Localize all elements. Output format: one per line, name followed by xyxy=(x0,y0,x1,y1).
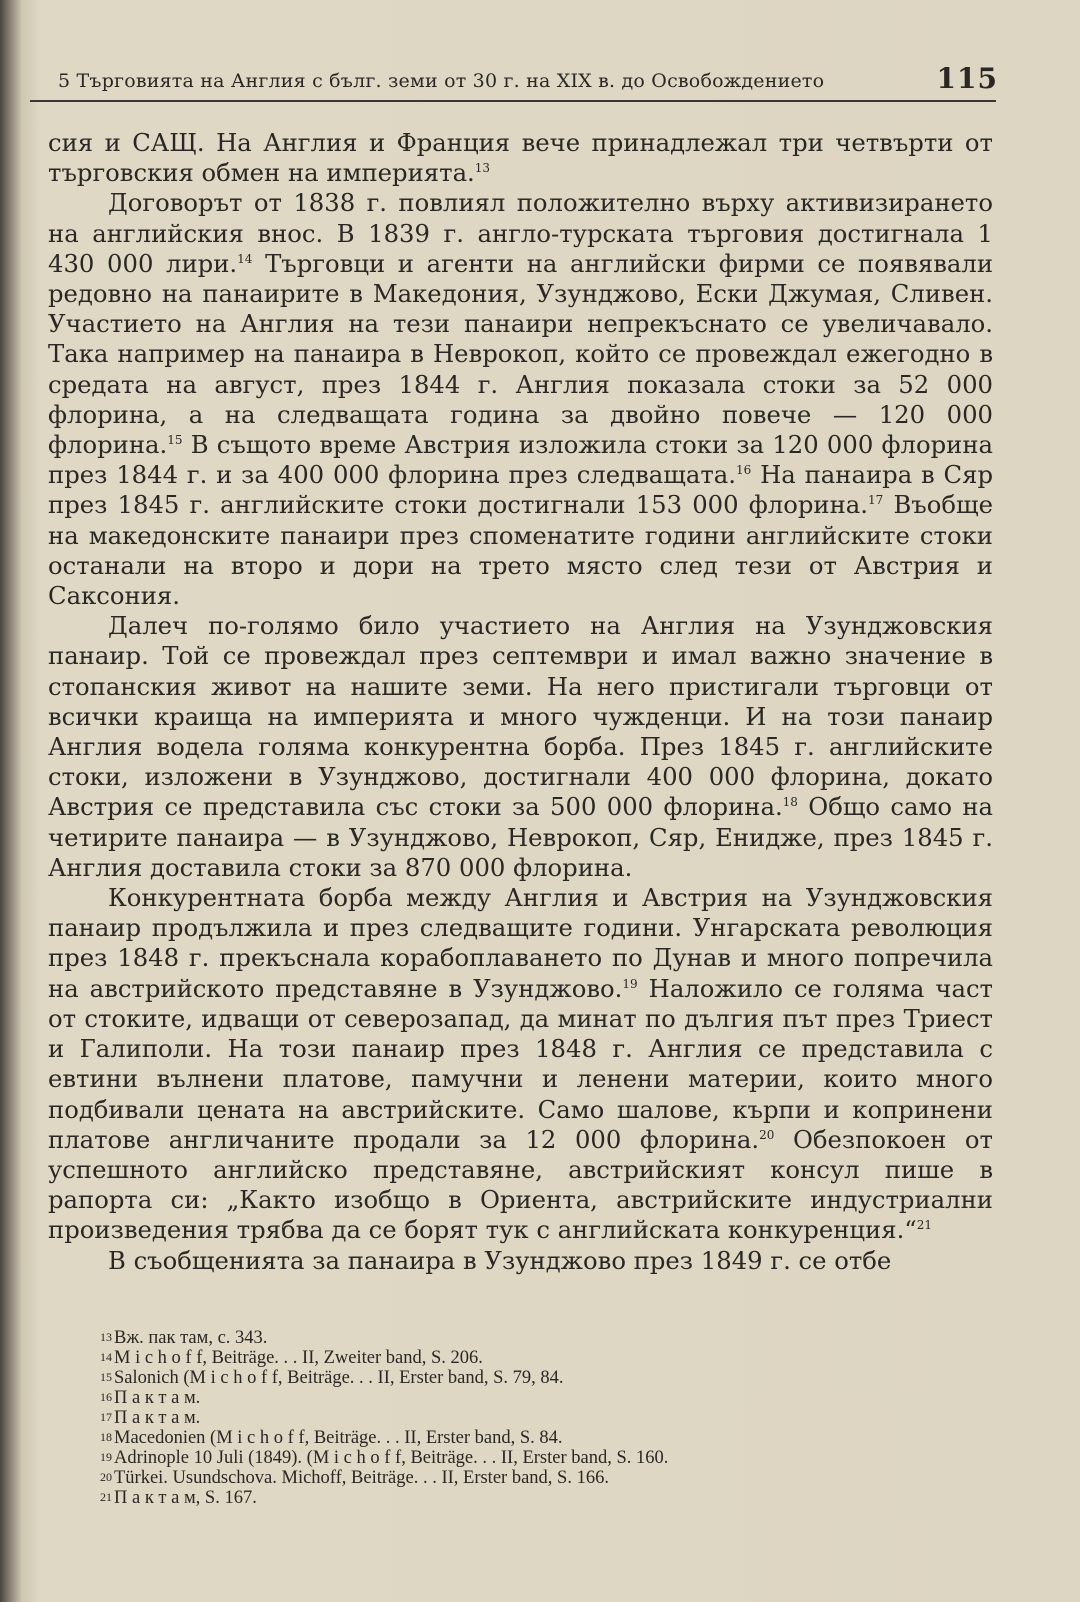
paragraph-text: Договорът от 1838 г. повлиял положително върху активизирането на английския внос. В 1839 г. англо-турската търговия достигнала 1 430 000 лири. xyxy=(48,188,993,278)
paragraph-text: На панаира в Сяр през 1845 г. английските стоки достигнали 153 000 флорина. xyxy=(48,460,994,520)
paragraph-text: Далеч по-голямо било участието на Англия на Узунджовския панаир. Той се провеждал през септември и имал важно значение в стопанския живот на нашите земи. На него пристигали търговци от всички краища на империята и много чужденци. И на този панаир Англия водела голяма конкурентна борба. През 1845 г. английските стоки, изложени в Узунджово, достигнали 400 000 флорина, докато Австрия се представила със стоки за 500 000 флорина. xyxy=(48,611,993,822)
footnote xyxy=(100,1488,980,1508)
page-number: 115 xyxy=(936,62,998,95)
footnote xyxy=(100,1468,980,1488)
footnote-reference: 17 xyxy=(868,493,884,508)
footnote-text: M i c h o f f, Beiträge. . . II, Zweiter band, S. 206. xyxy=(114,1348,483,1368)
body-paragraph xyxy=(48,883,993,1245)
footnote-number: 14 xyxy=(100,1350,112,1364)
footnote-number: 19 xyxy=(100,1450,112,1464)
footnote xyxy=(100,1348,980,1368)
footnote-reference: 14 xyxy=(237,251,253,266)
body-paragraph xyxy=(48,611,993,883)
footnote-number: 17 xyxy=(100,1410,112,1424)
footnote-reference: 18 xyxy=(782,795,798,810)
footnote-number: 16 xyxy=(100,1390,112,1404)
footnote-reference: 21 xyxy=(916,1218,933,1233)
footnote xyxy=(100,1428,980,1448)
paragraph-text: сия и САЩ. На Англия и Франция вече принадлежал три четвърти от търговския обмен на империята. xyxy=(48,128,993,188)
footnote-number: 18 xyxy=(100,1430,112,1444)
footnote-number: 21 xyxy=(100,1490,112,1504)
footnote xyxy=(100,1448,980,1468)
footnote-reference: 13 xyxy=(474,161,491,176)
footnote-number: 20 xyxy=(100,1470,112,1484)
footnote-reference: 20 xyxy=(759,1127,775,1142)
paragraph-text: Обезпокоен от успешното английско представяне, австрийският консул пише в рапорта си: „Както изобщо в Ориента, австрийските индустриални произведения трябва да се борят тук с английската конкуренция.“ xyxy=(48,1124,994,1245)
footnote xyxy=(100,1328,980,1348)
paragraph-text: Общо само на четирите панаира — в Узунджово, Неврокоп, Сяр, Енидже, през 1845 г. Англия доставила стоки за 870 000 флорина. xyxy=(48,792,993,882)
body-paragraph xyxy=(48,128,993,188)
paragraph-text: В съобщенията за панаира в Узунджово през 1849 г. се отбе xyxy=(108,1245,892,1275)
footnote xyxy=(100,1408,980,1428)
footnote-text: П а к т а м, S. 167. xyxy=(114,1488,257,1508)
running-header-title: 5 Търговията на Англия с бълг. земи от 30 г. на XIX в. до Освобождението xyxy=(58,70,825,92)
footnote-text: Вж. пак там, с. 343. xyxy=(114,1328,268,1348)
footnote-reference: 19 xyxy=(622,976,638,991)
header-rule xyxy=(30,100,996,102)
footnote-text: Macedonien (M i c h o f f, Beiträge. . . II, Erster band, S. 84. xyxy=(114,1428,563,1448)
paragraph-text: Въобще на македонските панаири през споменатите години английските стоки останали на второ и дори на трето място след тези от Австрия и Саксония. xyxy=(48,490,993,611)
footnote xyxy=(100,1388,980,1408)
footnote-text: П а к т а м. xyxy=(114,1388,201,1408)
footnote-text: Türkei. Usundschova. Michoff, Beiträge. . . II, Erster band, S. 166. xyxy=(114,1468,609,1488)
body-text xyxy=(48,128,993,1276)
body-paragraph xyxy=(48,1246,993,1276)
footnote-text: Adrinople 10 Juli (1849). (M i c h o f f, Beiträge. . . II, Erster band, S. 160. xyxy=(114,1448,669,1468)
footnote-text: П а к т а м. xyxy=(114,1408,201,1428)
paragraph-text: Конкурентната борба между Англия и Австрия на Узунджовския панаир продължила и през следващите години. Унгарската революция през 1848 г. прекъснала корабоплаването по Дунав и много попречила на австрийското представяне в Узунджово. xyxy=(48,883,993,1003)
paragraph-text: В същото време Австрия изложила стоки за 120 000 флорина през 1844 г. и за 400 000 флорина през следващата. xyxy=(48,430,993,490)
footnote-reference: 15 xyxy=(167,432,183,447)
footnote xyxy=(100,1368,980,1388)
footnotes xyxy=(100,1328,980,1508)
footnote-number: 15 xyxy=(100,1370,112,1384)
running-header xyxy=(58,62,998,102)
footnote-number: 13 xyxy=(100,1330,112,1344)
paragraph-text: Търговци и агенти на английски фирми се появявали редовно на панаирите в Македония, Узунджово, Ески Джумая, Сливен. Участието на Англия на тези панаири непрекъснато се увеличавало. Така например на панаира в Неврокоп, който се провеждал ежегодно в средата на август, през 1844 г. Англия показала стоки за 52 000 флорина, а на следващата година за двойно повече — 120 000 флорина. xyxy=(48,248,994,460)
body-paragraph xyxy=(48,188,993,611)
footnote-reference: 16 xyxy=(735,463,752,478)
footnote-text: Salonich (M i c h o f f, Beiträge. . . II, Erster band, S. 79, 84. xyxy=(114,1368,564,1388)
paragraph-text: Наложило се голяма част от стоките, идващи от северозапад, да минат по дългия път през Триест и Галиполи. На този панаир през 1848 г. Англия се представила с евтини вълнени платове, памучни и ленени материи, които много подбивали цената на австрийските. Само шалове, кърпи и копринени платове англичаните продали за 12 000 флорина. xyxy=(48,973,993,1154)
